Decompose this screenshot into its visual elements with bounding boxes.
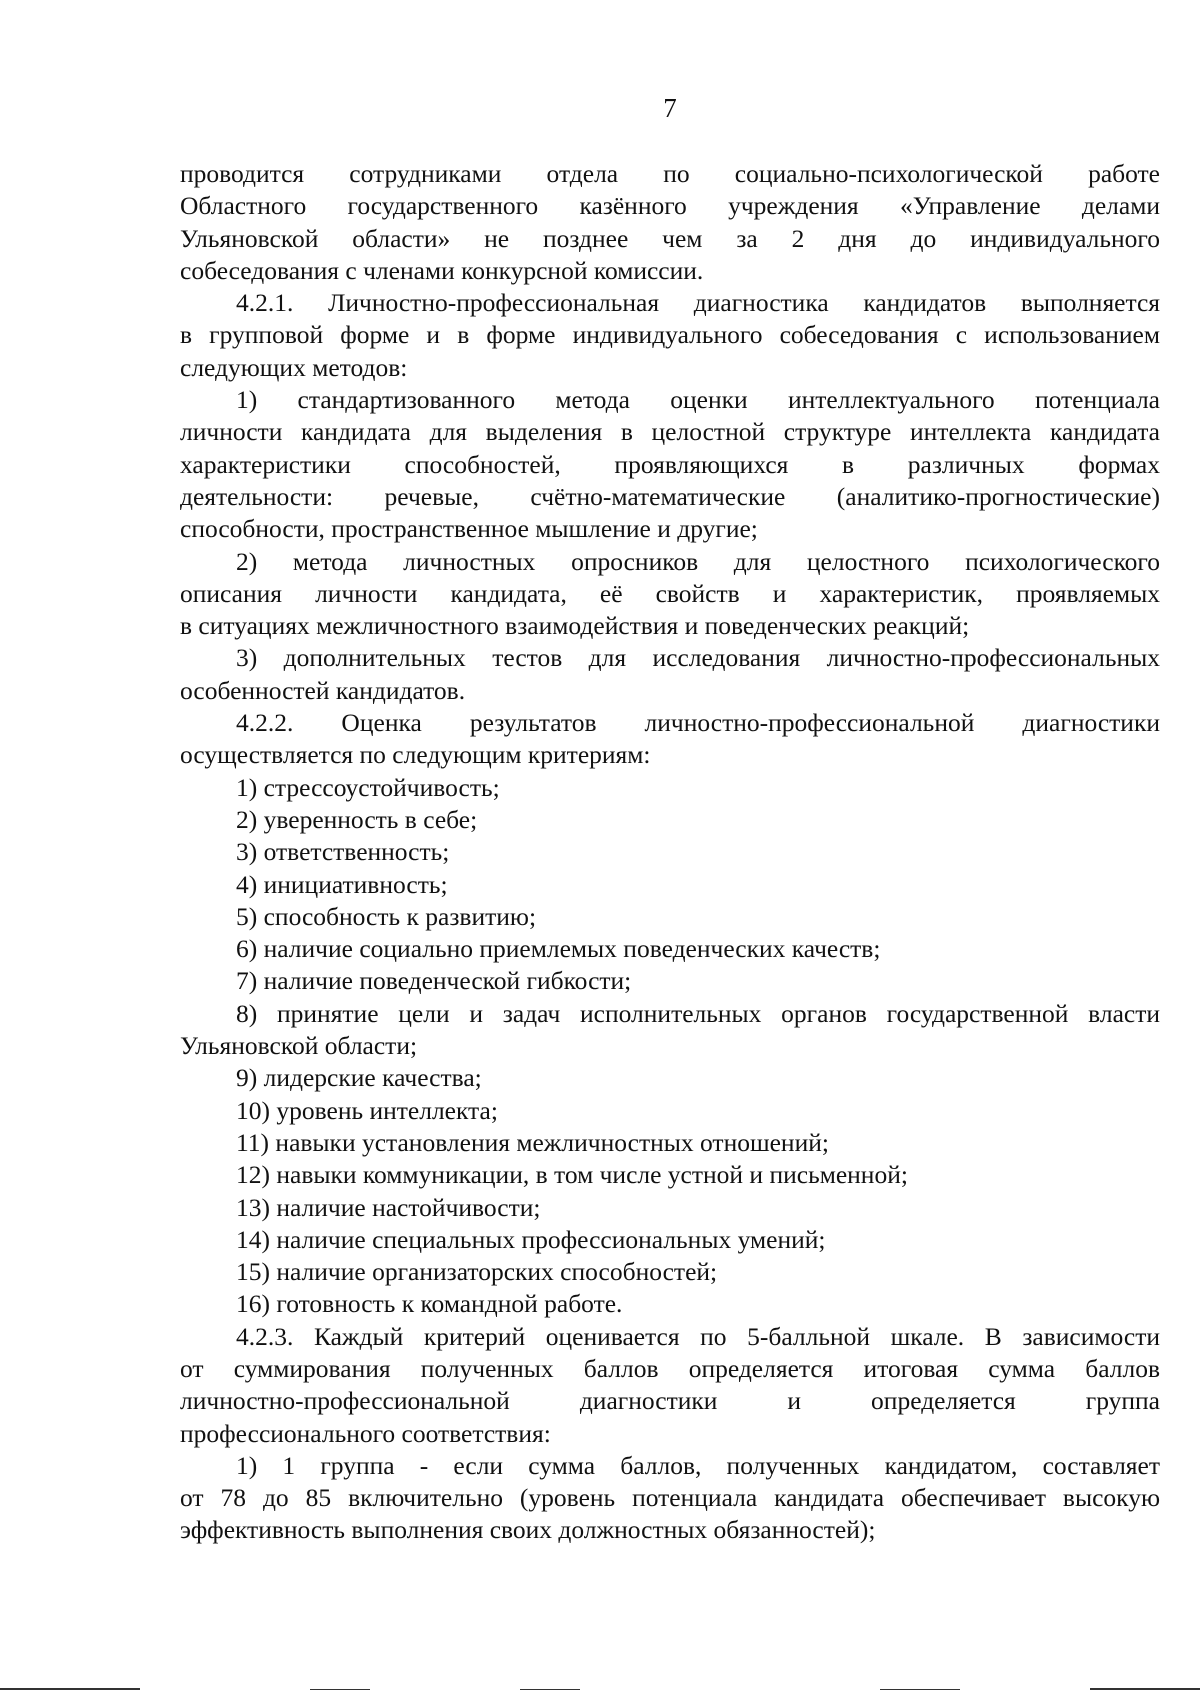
text-line: 2) уверенность в себе; — [236, 804, 478, 834]
text-line: в групповой форме и в форме индивидуального собеседования с использованием — [180, 320, 1160, 350]
text-line: личностно-профессиональной диагностики и определяется группа — [180, 1386, 1160, 1416]
page-number: 7 — [663, 93, 677, 123]
text-line: 5) способность к развитию; — [236, 901, 537, 931]
text-line: от суммирования полученных баллов определяется итоговая сумма баллов — [180, 1353, 1160, 1383]
text-line: 4.2.2. Оценка результатов личностно-профессиональной диагностики — [236, 708, 1160, 738]
text-line: собеседования с членами конкурсной комиссии. — [180, 255, 704, 285]
text-line: 9) лидерские качества; — [236, 1063, 482, 1093]
text-line: личности кандидата для выделения в целостной структуре интеллекта кандидата — [180, 417, 1160, 447]
text-line: 12) навыки коммуникации, в том числе устной и письменной; — [236, 1160, 908, 1190]
text-line: деятельности: речевые, счётно-математические (аналитико-прогностические) — [180, 481, 1160, 511]
scan-artifact-line — [1090, 1688, 1200, 1690]
text-line: описания личности кандидата, её свойств и характеристик, проявляемых — [180, 578, 1160, 608]
text-line: Ульяновской области; — [180, 1031, 418, 1061]
text-line: характеристики способностей, проявляющихся в различных формах — [180, 449, 1160, 479]
text-line: профессионального соответствия: — [180, 1418, 551, 1448]
text-line: 13) наличие настойчивости; — [236, 1192, 541, 1222]
text-line: осуществляется по следующим критериям: — [180, 740, 651, 770]
text-line: 2) метода личностных опросников для целостного психологического — [236, 546, 1160, 576]
text-line: в ситуациях межличностного взаимодействия и поведенческих реакций; — [180, 611, 970, 641]
text-line: Ульяновской области» не позднее чем за 2 дня до индивидуального — [180, 223, 1160, 253]
text-line: 4.2.1. Личностно-профессиональная диагностика кандидатов выполняется — [236, 288, 1160, 318]
text-line: 1) стандартизованного метода оценки интеллектуального потенциала — [236, 385, 1160, 415]
scan-artifact-line — [520, 1689, 580, 1690]
text-line: от 78 до 85 включительно (уровень потенциала кандидата обеспечивает высокую — [180, 1483, 1160, 1513]
text-line: 4) инициативность; — [236, 869, 448, 899]
scan-artifact-line — [880, 1689, 960, 1690]
scan-artifact-line — [0, 1688, 140, 1690]
text-line: проводится сотрудниками отдела по социально-психологической работе — [180, 159, 1160, 188]
scan-artifact-line — [310, 1689, 370, 1690]
text-line: эффективность выполнения своих должностных обязанностей); — [180, 1515, 876, 1545]
text-line: способности, пространственное мышление и другие; — [180, 514, 758, 544]
text-line: 7) наличие поведенческой гибкости; — [236, 966, 632, 996]
text-line: 1) 1 группа - если сумма баллов, полученных кандидатом, составляет — [236, 1450, 1160, 1480]
text-line: 16) готовность к командной работе. — [236, 1289, 623, 1319]
text-line: 10) уровень интеллекта; — [236, 1095, 498, 1125]
text-line: Областного государственного казённого учреждения «Управление делами — [180, 191, 1160, 221]
document-body — [180, 158, 1160, 1547]
text-line: 3) ответственность; — [236, 837, 450, 867]
text-line: 6) наличие социально приемлемых поведенческих качеств; — [236, 934, 881, 964]
text-line: особенностей кандидатов. — [180, 675, 466, 705]
text-line: 11) навыки установления межличностных отношений; — [236, 1127, 829, 1157]
text-line: следующих методов: — [180, 352, 408, 382]
text-line: 4.2.3. Каждый критерий оценивается по 5-балльной шкале. В зависимости — [236, 1321, 1160, 1351]
text-line: 3) дополнительных тестов для исследования личностно-профессиональных — [236, 643, 1160, 673]
text-line: 15) наличие организаторских способностей; — [236, 1257, 718, 1287]
text-line: 1) стрессоустойчивость; — [236, 772, 500, 802]
text-line: 14) наличие специальных профессиональных умений; — [236, 1224, 826, 1254]
text-line: 8) принятие цели и задач исполнительных органов государственной власти — [236, 998, 1160, 1028]
